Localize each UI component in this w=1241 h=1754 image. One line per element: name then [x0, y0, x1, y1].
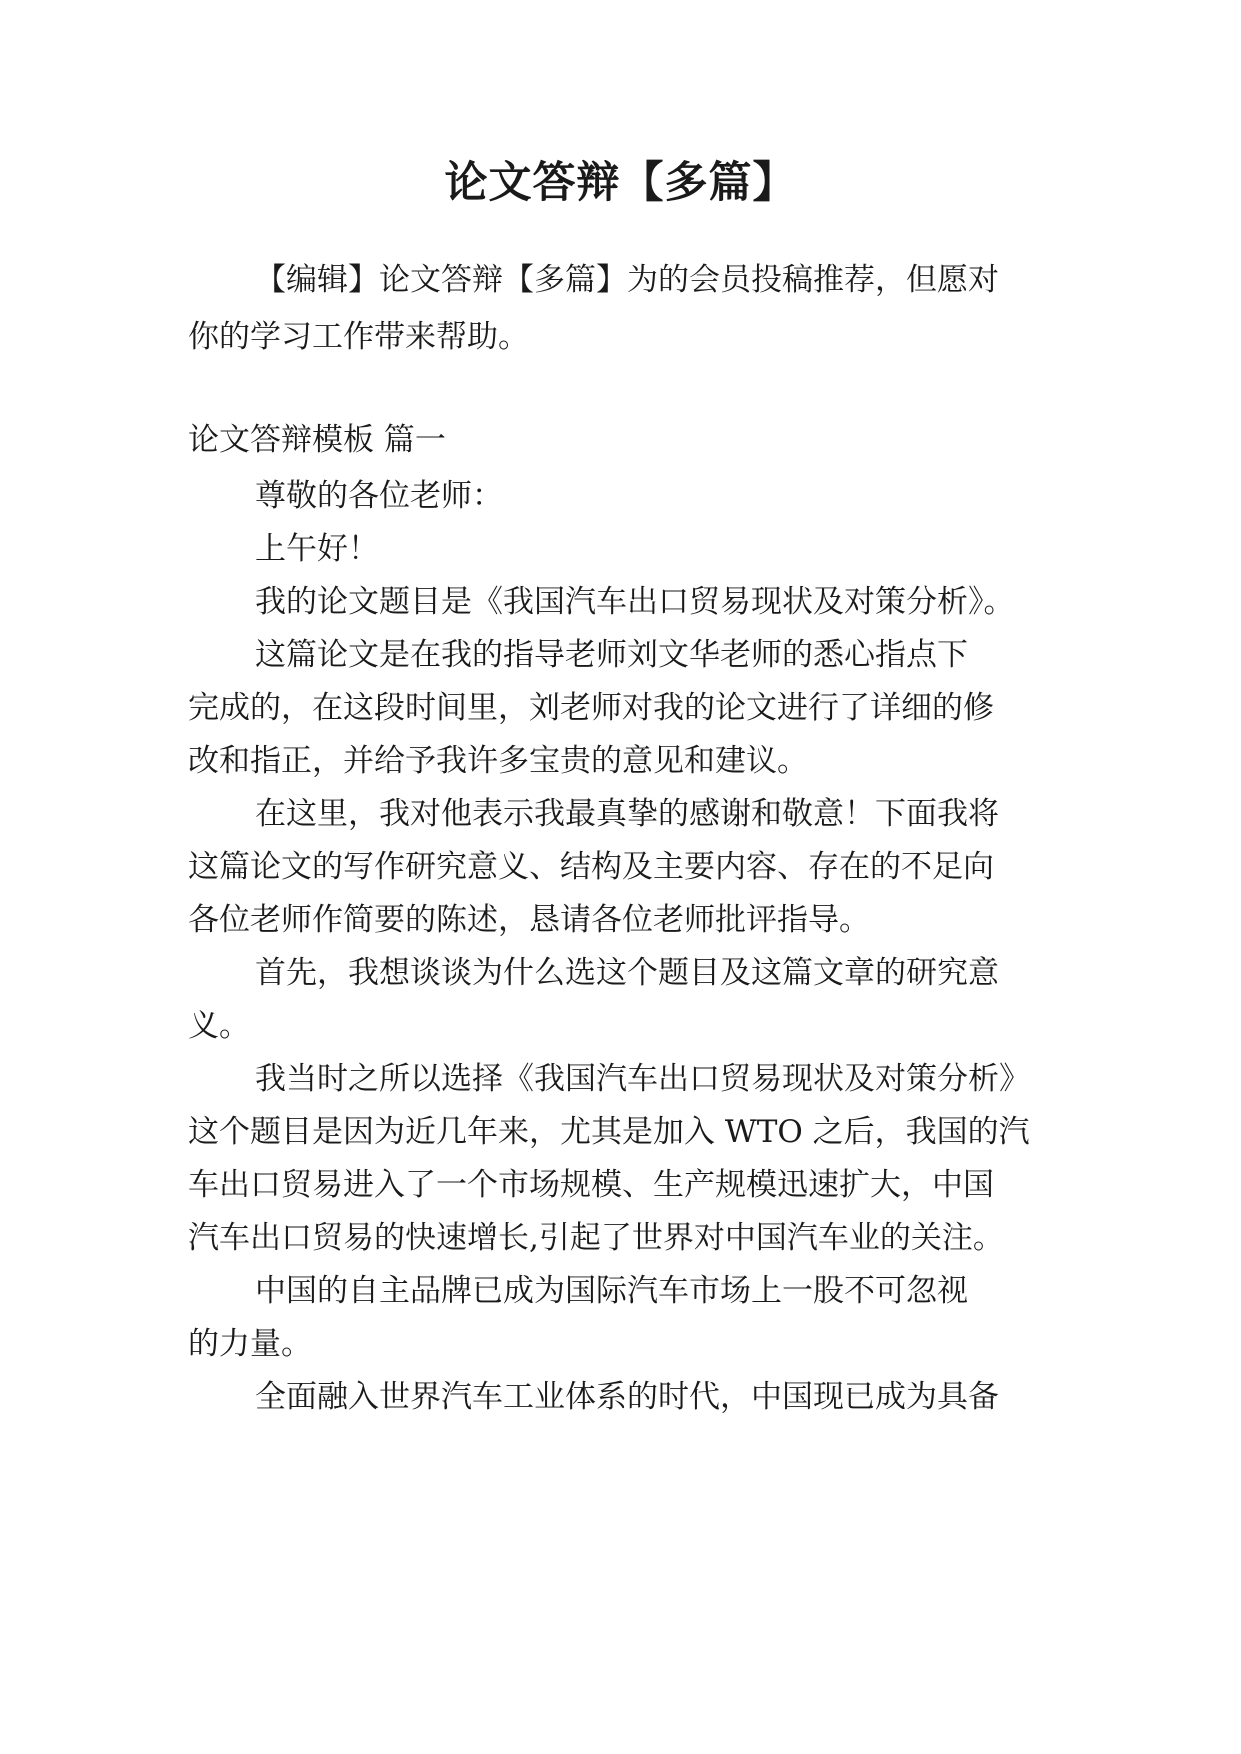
body-line: 各位老师作简要的陈述，恳请各位老师批评指导。: [188, 902, 870, 938]
body-line: 在这里，我对他表示我最真挚的感谢和敬意！下面我将: [255, 796, 999, 832]
body-line: 完成的，在这段时间里，刘老师对我的论文进行了详细的修: [188, 690, 994, 726]
body-line: 的力量。: [188, 1326, 312, 1362]
body-line: 我的论文题目是《我国汽车出口贸易现状及对策分析》。: [255, 584, 1015, 620]
intro-line-2: 你的学习工作带来帮助。: [188, 319, 529, 355]
body-line: 车出口贸易进入了一个市场规模、生产规模迅速扩大，中国: [188, 1167, 994, 1203]
body-line: 尊敬的各位老师：: [255, 478, 503, 514]
body-line: 这个题目是因为近几年来，尤其是加入 WTO 之后，我国的汽: [188, 1114, 1030, 1150]
body-line: 我当时之所以选择《我国汽车出口贸易现状及对策分析》: [255, 1061, 1030, 1097]
body-line: 这篇论文是在我的指导老师刘文华老师的悉心指点下: [255, 637, 968, 673]
intro-line-1: 【编辑】论文答辩【多篇】为的会员投稿推荐，但愿对: [255, 262, 999, 298]
document-title: 论文答辩【多篇】: [444, 158, 797, 208]
body-line: 改和指正，并给予我许多宝贵的意见和建议。: [188, 743, 808, 779]
body-line: 全面融入世界汽车工业体系的时代，中国现已成为具备: [255, 1379, 999, 1415]
body-line: 中国的自主品牌已成为国际汽车市场上一股不可忽视: [255, 1273, 968, 1309]
body-line: 上午好！: [255, 531, 379, 567]
section-heading: 论文答辩模板 篇一: [188, 422, 446, 458]
body-line: 义。: [188, 1008, 250, 1044]
body-line: 汽车出口贸易的快速增长,引起了世界对中国汽车业的关注。: [188, 1220, 1004, 1256]
body-line: 首先，我想谈谈为什么选这个题目及这篇文章的研究意: [255, 955, 999, 991]
body-line: 这篇论文的写作研究意义、结构及主要内容、存在的不足向: [188, 849, 994, 885]
